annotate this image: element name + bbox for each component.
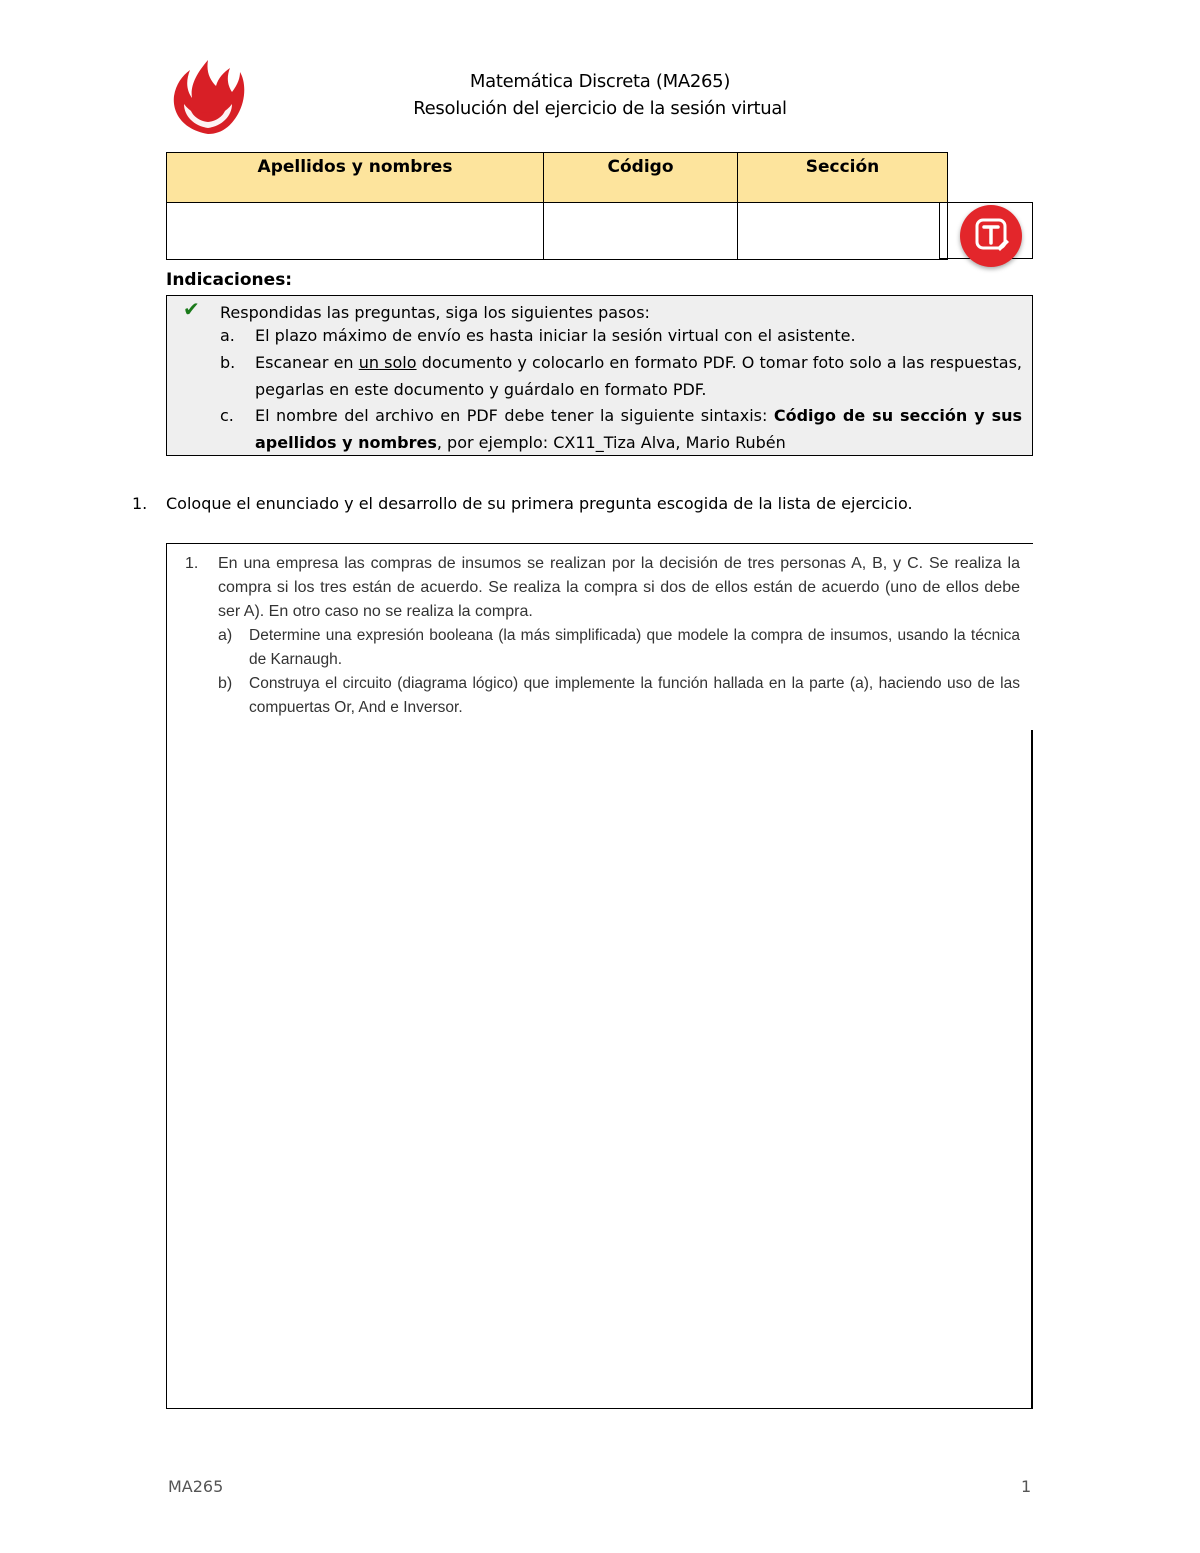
name-cell[interactable] (167, 203, 544, 260)
checkmark-icon: ✔ (183, 297, 200, 321)
indications-box (166, 295, 1033, 456)
indication-text: El plazo máximo de envío es hasta iniciar la sesión virtual con el asistente. (255, 326, 856, 345)
indication-text: El nombre del archivo en PDF debe tener la siguiente sintaxis: Código de su sección y sus apellidos y nombres, por ejemplo: CX11_Tiza Alva, Mario Rubén (255, 406, 1023, 452)
upc-flame-logo-icon (168, 56, 248, 136)
indication-label: c. (220, 406, 234, 425)
problem-part-text: Construya el circuito (diagrama lógico) que implemente la función hallada en la parte (a), haciendo uso de las compuertas Or, And e Inversor. (249, 675, 1020, 716)
student-info-table (166, 152, 948, 260)
indication-text: Escanear en un solo documento y colocarlo en formato PDF. O tomar foto solo a las respuestas, pegarlas en este documento y guárdalo en formato PDF. (255, 353, 1022, 399)
column-header-section: Sección (738, 153, 948, 203)
indication-label: b. (220, 353, 236, 372)
question-text: Coloque el enunciado y el desarrollo de su primera pregunta escogida de la lista de ejercicio. (166, 494, 913, 513)
question-instruction (132, 494, 1032, 513)
indications-lead: Respondidas las preguntas, siga los siguientes pasos: (220, 303, 650, 322)
problem-part (218, 624, 1020, 672)
text-edit-tool-icon (971, 214, 1011, 259)
footer-page-number: 1 (1021, 1477, 1032, 1496)
column-header-code: Código (544, 153, 738, 203)
footer-course-code: MA265 (168, 1477, 224, 1496)
problem-part-label: b) (218, 675, 233, 692)
indication-item (220, 350, 1022, 403)
problem-text: En una empresa las compras de insumos se realizan por la decisión de tres personas A, B, y C. Se realiza la compra si los tres están de acuerdo. Se realiza la compra si dos de ellos están de acuerdo (uno de ellos debe ser A). En otro caso no se realiza la compra. (218, 555, 1020, 620)
problem-number: 1. (185, 555, 199, 572)
section-cell[interactable] (738, 203, 948, 260)
problem-part (218, 672, 1020, 720)
problem-statement (185, 552, 1020, 720)
document-subtitle: Resolución del ejercicio de la sesión virtual (413, 98, 787, 119)
answer-area-border (1031, 730, 1033, 1409)
indication-item (220, 323, 1022, 350)
question-number: 1. (132, 494, 148, 513)
problem-part-text: Determine una expresión booleana (la más simplificada) que modele la compra de insumos, usando la técnica de Karnaugh. (249, 627, 1020, 668)
indications-title: Indicaciones: (166, 270, 293, 290)
text-edit-tool-button[interactable] (960, 205, 1022, 267)
indication-label: a. (220, 326, 235, 345)
problem-part-label: a) (218, 627, 233, 644)
code-cell[interactable] (544, 203, 738, 260)
indication-item (220, 403, 1022, 456)
column-header-name: Apellidos y nombres (167, 153, 544, 203)
document-title: Matemática Discreta (MA265) (469, 71, 731, 92)
